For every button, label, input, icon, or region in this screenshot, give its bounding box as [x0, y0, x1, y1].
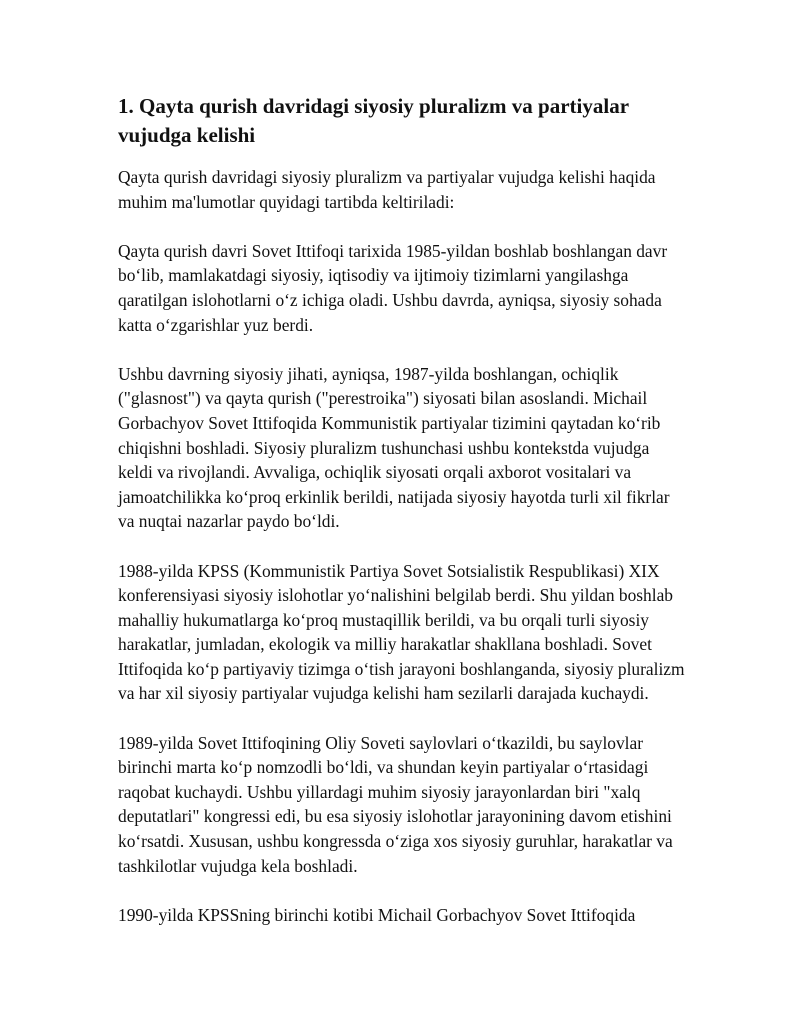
- document-page: [118, 92, 688, 952]
- paragraph: 1988-yilda KPSS (Kommunistik Partiya Sovet Sotsialistik Respublikasi) XIX konferensiyasi siyosiy islohotlar yo‘nalishini belgilab berdi. Shu yildan boshlab mahalliy hukumatlarga ko‘proq mustaqillik berildi, va bu orqali turli siyosiy harakatlar, jumladan, ekologik va milliy harakatlar shakllana boshladi. Sovet Ittifoqida ko‘p partiyaviy tizimga o‘tish jarayoni boshlanganda, siyosiy pluralizm va har xil siyosiy partiyalar vujudga kelishi ham sezilarli darajada kuchaydi.: [118, 560, 685, 704]
- paragraph: 1990-yilda KPSSning birinchi kotibi Michail Gorbachyov Sovet Ittifoqida: [118, 904, 636, 925]
- document-title: 1. Qayta qurish davridagi siyosiy pluralizm va partiyalar vujudga kelishi: [118, 94, 629, 147]
- paragraph: Ushbu davrning siyosiy jihati, ayniqsa, 1987-yilda boshlangan, ochiqlik ("glasnost") va qayta qurish ("perestroika") siyosati bilan asoslandi. Michail Gorbachyov Sovet Ittifoqida Kommunistik partiyalar tizimini qaytadan ko‘rib chiqishni boshladi. Siyosiy pluralizm tushunchasi ushbu kontekstda vujudga keldi va rivojlandi. Avvaliga, ochiqlik siyosati orqali axborot vositalari va jamoatchilikka ko‘proq erkinlik berildi, natijada siyosiy hayotda turli xil fikrlar va nuqtai nazarlar paydo bo‘ldi.: [118, 363, 670, 532]
- paragraph: 1989-yilda Sovet Ittifoqining Oliy Soveti saylovlari o‘tkazildi, bu saylovlar birinchi marta ko‘p nomzodli bo‘ldi, va shundan keyin partiyalar o‘rtasidagi raqobat kuchaydi. Ushbu yillardagi muhim siyosiy jarayonlardan biri "xalq deputatlari" kongressi edi, bu esa siyosiy islohotlar jarayonining davom etishini ko‘rsatdi. Xususan, ushbu kongressda o‘ziga xos siyosiy guruhlar, harakatlar va tashkilotlar vujudga kela boshladi.: [118, 732, 673, 876]
- paragraph: Qayta qurish davri Sovet Ittifoqi tarixida 1985-yildan boshlab boshlangan davr bo‘lib, mamlakatdagi siyosiy, iqtisodiy va ijtimoiy tizimlarni yangilashga qaratilgan islohotlarni o‘z ichiga oladi. Ushbu davrda, ayniqsa, siyosiy sohada katta o‘zgarishlar yuz berdi.: [118, 240, 668, 335]
- paragraph: Qayta qurish davridagi siyosiy pluralizm va partiyalar vujudga kelishi haqida muhim ma'lumotlar quyidagi tartibda keltiriladi:: [118, 167, 656, 212]
